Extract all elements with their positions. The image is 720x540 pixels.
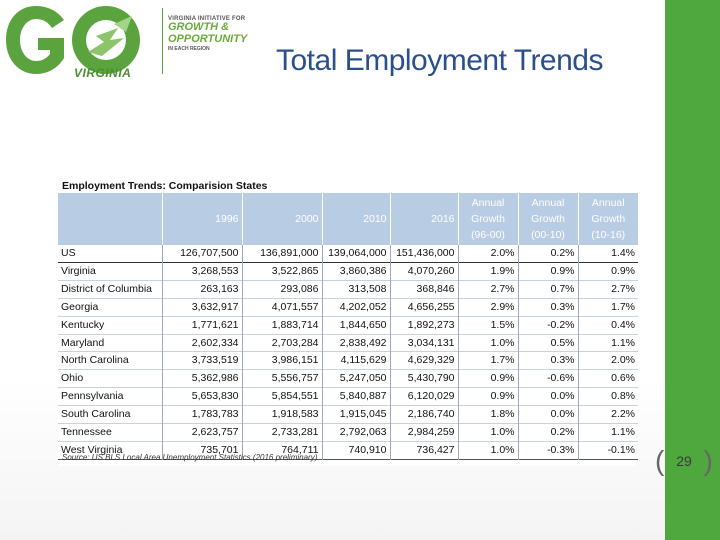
row-value-cell: 4,115,629 bbox=[322, 352, 390, 370]
employment-table bbox=[58, 193, 638, 460]
row-value-cell: 126,707,500 bbox=[162, 245, 242, 262]
table-row bbox=[58, 406, 638, 424]
row-value-cell: 139,064,000 bbox=[322, 245, 390, 262]
row-value-cell: 2,838,492 bbox=[322, 334, 390, 352]
row-value-cell: 1.9% bbox=[458, 262, 518, 280]
row-value-cell: 0.3% bbox=[518, 298, 578, 316]
row-value-cell: 3,860,386 bbox=[322, 262, 390, 280]
row-value-cell: 0.6% bbox=[578, 370, 638, 388]
row-value-cell: 1,892,273 bbox=[390, 316, 458, 334]
row-state-name: Virginia bbox=[61, 264, 96, 277]
row-value-cell: 3,986,151 bbox=[242, 352, 322, 370]
table-row bbox=[58, 370, 638, 388]
row-value-cell: 2,623,757 bbox=[162, 424, 242, 442]
row-value-cell: 2.7% bbox=[458, 280, 518, 298]
row-value-cell: 1.0% bbox=[458, 334, 518, 352]
row-value-cell: 5,362,986 bbox=[162, 370, 242, 388]
row-value-cell: 0.3% bbox=[518, 352, 578, 370]
header-col-1: 1996 bbox=[162, 193, 242, 245]
row-value-cell: 1,783,783 bbox=[162, 406, 242, 424]
table-row bbox=[58, 298, 638, 316]
row-value-cell: 368,846 bbox=[390, 280, 458, 298]
row-value-cell: 1.0% bbox=[458, 424, 518, 442]
row-value-cell: 1.5% bbox=[458, 316, 518, 334]
row-value-cell: 293,086 bbox=[242, 280, 322, 298]
page-number bbox=[655, 445, 713, 476]
row-value-cell: 2.0% bbox=[458, 245, 518, 262]
page-number-text: 29 bbox=[676, 453, 692, 469]
row-value-cell: 4,070,260 bbox=[390, 262, 458, 280]
row-value-cell: 263,163 bbox=[162, 280, 242, 298]
row-state-name: Kentucky bbox=[61, 318, 105, 331]
row-value-cell: 2.7% bbox=[578, 280, 638, 298]
row-value-cell: 740,910 bbox=[322, 441, 390, 459]
row-value-cell: 1,918,583 bbox=[242, 406, 322, 424]
row-value-cell: 2.2% bbox=[578, 406, 638, 424]
table-title: Employment Trends: Comparision States bbox=[62, 180, 268, 192]
row-value-cell: 0.9% bbox=[578, 262, 638, 280]
row-value-cell: 1.8% bbox=[458, 406, 518, 424]
table-row bbox=[58, 352, 638, 370]
row-value-cell: -0.6% bbox=[518, 370, 578, 388]
logo-virginia-text: VIRGINIA bbox=[74, 66, 132, 80]
row-state-name: District of Columbia bbox=[61, 282, 153, 295]
row-value-cell: 0.2% bbox=[518, 245, 578, 262]
row-value-cell: -0.1% bbox=[578, 441, 638, 459]
row-value-cell: 1,771,621 bbox=[162, 316, 242, 334]
row-state-name: Ohio bbox=[61, 372, 84, 385]
row-value-cell: 313,508 bbox=[322, 280, 390, 298]
row-value-cell: 5,247,050 bbox=[322, 370, 390, 388]
header-col-7: Annual Growth (10-16) bbox=[578, 193, 638, 245]
logo-tagline bbox=[168, 16, 247, 53]
row-value-cell: 5,653,830 bbox=[162, 388, 242, 406]
row-state-name: US bbox=[61, 247, 76, 259]
row-state-name: South Carolina bbox=[61, 408, 131, 421]
row-value-cell: 4,202,052 bbox=[322, 298, 390, 316]
row-value-cell: 3,268,553 bbox=[162, 262, 242, 280]
tagline-line2: GROWTH & bbox=[168, 21, 230, 34]
header-col-2: 2000 bbox=[242, 193, 322, 245]
row-value-cell: 736,427 bbox=[390, 441, 458, 459]
row-state-name: Tennessee bbox=[61, 426, 112, 439]
row-value-cell: 2,703,284 bbox=[242, 334, 322, 352]
tagline-line1: VIRGINIA INITIATIVE FOR bbox=[168, 16, 246, 22]
row-value-cell: 4,629,329 bbox=[390, 352, 458, 370]
table-row bbox=[58, 316, 638, 334]
header-col-5: Annual Growth (96-00) bbox=[458, 193, 518, 245]
row-value-cell: 151,436,000 bbox=[390, 245, 458, 262]
row-value-cell: 6,120,029 bbox=[390, 388, 458, 406]
table-source-note: Source: US BLS Local Area Unemployment Statistics (2016 preliminary) bbox=[62, 453, 318, 462]
row-value-cell: 1,915,045 bbox=[322, 406, 390, 424]
row-value-cell: 1.0% bbox=[458, 441, 518, 459]
table-header-row bbox=[58, 193, 638, 245]
row-value-cell: 0.0% bbox=[518, 388, 578, 406]
row-value-cell: -0.2% bbox=[518, 316, 578, 334]
employment-table-panel bbox=[58, 178, 636, 466]
row-value-cell: 1.7% bbox=[458, 352, 518, 370]
header-col-6: Annual Growth (00-10) bbox=[518, 193, 578, 245]
row-value-cell: 1,844,650 bbox=[322, 316, 390, 334]
row-value-cell: 3,632,917 bbox=[162, 298, 242, 316]
row-value-cell: 0.7% bbox=[518, 280, 578, 298]
row-value-cell: 3,733,519 bbox=[162, 352, 242, 370]
table-row bbox=[58, 262, 638, 280]
row-value-cell: 0.0% bbox=[518, 406, 578, 424]
row-value-cell: 0.9% bbox=[518, 262, 578, 280]
row-value-cell: 2.9% bbox=[458, 298, 518, 316]
row-state-name: West Virginia bbox=[61, 443, 123, 456]
table-row bbox=[58, 424, 638, 442]
row-value-cell: 735,701 bbox=[162, 441, 242, 459]
table-row bbox=[58, 245, 638, 262]
row-value-cell: -0.3% bbox=[518, 441, 578, 459]
slide-title: Total Employment Trends bbox=[276, 44, 603, 77]
header-col-3: 2010 bbox=[322, 193, 390, 245]
table-body bbox=[58, 245, 638, 459]
row-value-cell: 136,891,000 bbox=[242, 245, 322, 262]
row-state-name: North Carolina bbox=[61, 354, 129, 367]
row-value-cell: 0.9% bbox=[458, 370, 518, 388]
row-value-cell: 2,186,740 bbox=[390, 406, 458, 424]
row-value-cell: 1.1% bbox=[578, 334, 638, 352]
row-value-cell: 5,840,887 bbox=[322, 388, 390, 406]
row-value-cell: 4,656,255 bbox=[390, 298, 458, 316]
row-value-cell: 1.4% bbox=[578, 245, 638, 262]
row-value-cell: 5,854,551 bbox=[242, 388, 322, 406]
row-state-name: Pennsylvania bbox=[61, 390, 124, 403]
row-value-cell: 2,602,334 bbox=[162, 334, 242, 352]
go-virginia-logo bbox=[2, 2, 257, 82]
row-value-cell: 1.1% bbox=[578, 424, 638, 442]
row-value-cell: 0.2% bbox=[518, 424, 578, 442]
row-value-cell: 5,430,790 bbox=[390, 370, 458, 388]
table-row bbox=[58, 334, 638, 352]
row-value-cell: 0.5% bbox=[518, 334, 578, 352]
tagline-line4: IN EACH REGION bbox=[168, 46, 210, 53]
row-value-cell: 2,733,281 bbox=[242, 424, 322, 442]
row-state-name: Georgia bbox=[61, 300, 99, 313]
row-value-cell: 3,034,131 bbox=[390, 334, 458, 352]
row-value-cell: 0.4% bbox=[578, 316, 638, 334]
row-value-cell: 0.9% bbox=[458, 388, 518, 406]
row-value-cell: 3,522,865 bbox=[242, 262, 322, 280]
tagline-line3: OPPORTUNITY bbox=[168, 32, 248, 45]
row-value-cell: 2,984,259 bbox=[390, 424, 458, 442]
header-state bbox=[58, 193, 162, 245]
table-row bbox=[58, 280, 638, 298]
row-value-cell: 764,711 bbox=[242, 441, 322, 459]
row-value-cell: 0.8% bbox=[578, 388, 638, 406]
header-col-4: 2016 bbox=[390, 193, 458, 245]
row-value-cell: 4,071,557 bbox=[242, 298, 322, 316]
row-value-cell: 1.7% bbox=[578, 298, 638, 316]
row-value-cell: 2,792,063 bbox=[322, 424, 390, 442]
row-state-name: Maryland bbox=[61, 336, 105, 349]
logo-divider bbox=[162, 8, 163, 74]
row-value-cell: 2.0% bbox=[578, 352, 638, 370]
right-bracket-icon: ) bbox=[703, 445, 713, 476]
table-row bbox=[58, 388, 638, 406]
left-bracket-icon: ( bbox=[655, 445, 665, 476]
row-value-cell: 5,556,757 bbox=[242, 370, 322, 388]
row-value-cell: 1,883,714 bbox=[242, 316, 322, 334]
